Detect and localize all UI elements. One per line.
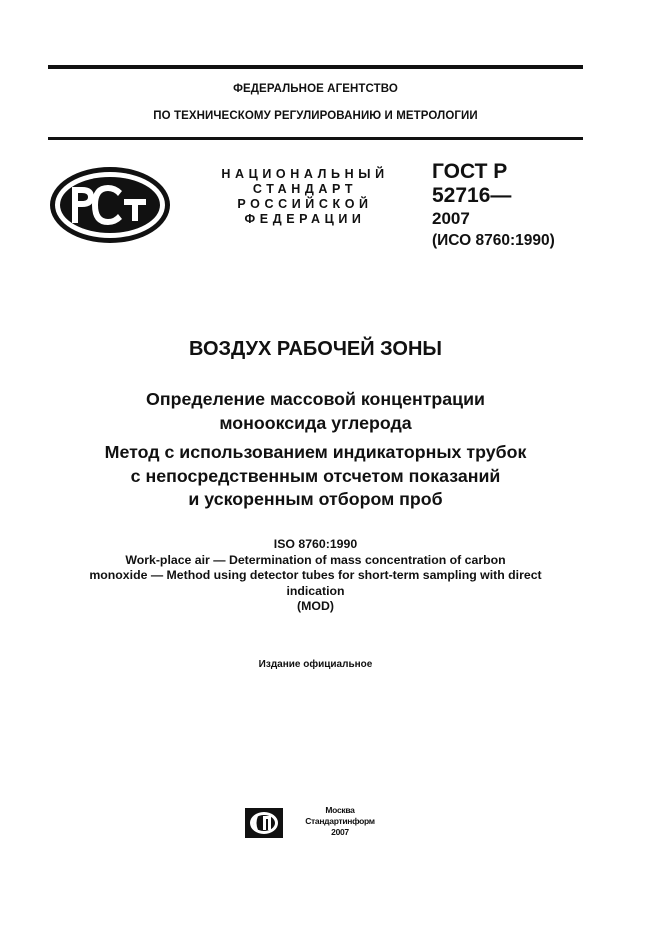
rst-logo-icon (48, 165, 173, 245)
header-rule (48, 137, 583, 140)
national-standard-label (205, 167, 405, 227)
publisher-year: 2007 (331, 827, 349, 837)
standard-designation (432, 160, 555, 252)
document-title: ВОЗДУХ РАБОЧЕЙ ЗОНЫ (189, 338, 442, 360)
national-line-1: НАЦИОНАЛЬНЫЙ (221, 167, 389, 181)
national-line-4: ФЕДЕРАЦИИ (244, 212, 366, 226)
designation-line-1: ГОСТ Р (432, 160, 508, 183)
designation-number: 52716— (432, 184, 512, 207)
iso-modification: (MOD) (297, 599, 334, 613)
publisher-block (290, 805, 390, 838)
subtitle-line-4: с непосредственным отсчетом показаний (130, 465, 501, 486)
subtitle-line-2: монооксида углерода (219, 412, 412, 433)
subtitle-line-1: Определение массовой концентрации (146, 389, 485, 409)
iso-title-line-2: monoxide — Method using detector tubes for short-term sampling with direct (89, 568, 542, 582)
iso-number: ISO 8760:1990 (273, 537, 358, 551)
subtitle-line-5: и ускоренным отбором проб (188, 489, 443, 509)
designation-year: 2007 (432, 209, 470, 228)
document-subtitle (60, 388, 571, 512)
designation-iso-ref: (ИСО 8760:1990) (432, 232, 555, 249)
iso-title-line-1: Work-place air — Determination of mass concentration of carbon (125, 552, 506, 567)
subtitle-line-3: Метод с использованием индикаторных трубок (104, 442, 527, 462)
iso-reference-block (48, 537, 583, 615)
edition-label: Издание официальное (258, 659, 373, 670)
top-rule (48, 65, 583, 69)
agency-line-1: ФЕДЕРАЛЬНОЕ АГЕНТСТВО (233, 83, 398, 95)
iso-title-line-3: indication (286, 583, 345, 598)
national-line-2: СТАНДАРТ (252, 182, 358, 196)
publisher-name: Стандартинформ (305, 816, 375, 826)
standartinform-logo-icon (245, 808, 283, 838)
agency-line-2: ПО ТЕХНИЧЕСКОМУ РЕГУЛИРОВАНИЮ И МЕТРОЛОГИИ (153, 110, 478, 122)
national-line-3: РОССИЙСКОЙ (237, 197, 373, 211)
publisher-city: Москва (325, 805, 355, 815)
